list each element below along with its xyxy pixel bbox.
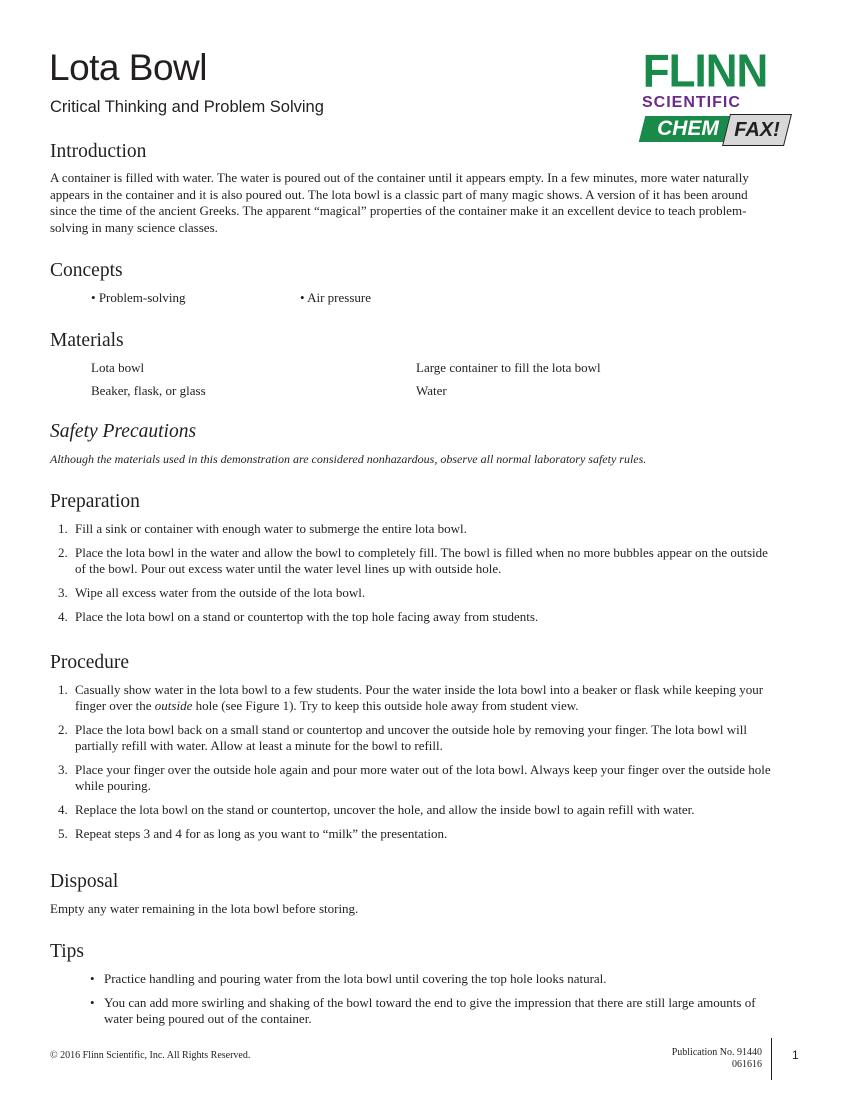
tips-list bbox=[90, 971, 780, 1035]
procedure-heading: Procedure bbox=[50, 652, 130, 673]
procedure-list bbox=[50, 682, 780, 850]
material-item: Large container to fill the lota bowl bbox=[416, 360, 601, 375]
procedure-step: 4. Replace the lota bowl on the stand or countertop, uncover the hole, and allow the inside bowl to again refill with water. bbox=[58, 802, 695, 817]
copyright: © 2016 Flinn Scientific, Inc. All Rights Reserved. bbox=[50, 1050, 251, 1061]
preparation-step: 3. Wipe all excess water from the outside of the lota bowl. bbox=[58, 585, 366, 600]
chem-text: CHEM bbox=[657, 117, 719, 140]
fax-badge bbox=[722, 114, 792, 146]
introduction-text: A container is filled with water. The water is poured out of the container until it appears empty. In a few minutes, more water naturally appears in the container and it is also poured out. The lota bowl is a classic part of many magic shows. A version of it has been around since the time of the ancient Greeks. The apparent “magical” properties of the container make it an excellent device to teach problem-solving in many science classes. bbox=[50, 170, 749, 235]
step-text: Fill a sink or container with enough water to submerge the entire lota bowl. bbox=[75, 521, 467, 536]
preparation-list bbox=[50, 521, 780, 633]
preparation-heading: Preparation bbox=[50, 491, 140, 512]
tip-text: You can add more swirling and shaking of the bowl toward the end to give the impression that there are still large amounts of water being poured out of the container. bbox=[104, 995, 756, 1026]
concept-item: • Air pressure bbox=[300, 290, 371, 305]
concept-label: Problem-solving bbox=[98, 290, 186, 305]
procedure-step: 3. Place your finger over the outside hole again and pour more water out of the lota bowl. Always keep your finger over the outside hole while pouring. bbox=[58, 762, 771, 793]
preparation-step: 1. Fill a sink or container with enough water to submerge the entire lota bowl. bbox=[58, 521, 467, 536]
materials-heading: Materials bbox=[50, 330, 124, 351]
page-subtitle: Critical Thinking and Problem Solving bbox=[50, 98, 324, 116]
disposal-heading: Disposal bbox=[50, 871, 119, 892]
material-item: Beaker, flask, or glass bbox=[91, 383, 206, 398]
step-text: Repeat steps 3 and 4 for as long as you want to “milk” the presentation. bbox=[75, 826, 448, 841]
page-number: 1 bbox=[792, 1048, 799, 1062]
step-emphasis: outside bbox=[154, 698, 193, 713]
introduction-heading: Introduction bbox=[50, 141, 147, 162]
tip-item: • Practice handling and pouring water from the lota bowl until covering the top hole looks natural. bbox=[90, 971, 607, 986]
safety-heading: Safety Precautions bbox=[50, 421, 197, 442]
step-text: Replace the lota bowl on the stand or countertop, uncover the hole, and allow the inside bowl to again refill with water. bbox=[75, 802, 695, 817]
procedure-step: 2. Place the lota bowl back on a small stand or countertop and uncover the outside hole by removing your finger. The lota bowl will partially refill with water. Allow at least a minute for the bowl to refill. bbox=[58, 722, 747, 753]
footer-divider bbox=[771, 1038, 772, 1080]
step-text: Place the lota bowl in the water and allow the bowl to completely fill. The bowl is filled when no more bubbles appear on the outside of the bowl. Pour out excess water until the water level lines up with outside hole. bbox=[75, 545, 768, 576]
logo-flinn-text: FLINN bbox=[642, 45, 768, 98]
step-text: Place your finger over the outside hole again and pour more water out of the lota bowl. Always keep your finger over the outside hole while pouring. bbox=[75, 762, 771, 793]
fax-text: FAX! bbox=[734, 119, 780, 141]
preparation-step: 2. Place the lota bowl in the water and allow the bowl to completely fill. The bowl is filled when no more bubbles appear on the outside of the bowl. Pour out excess water until the water level lines up with outside hole. bbox=[58, 545, 768, 576]
concept-label: Air pressure bbox=[307, 290, 371, 305]
step-text: Place the lota bowl back on a small stand or countertop and uncover the outside hole by removing your finger. The lota bowl will partially refill with water. Allow at least a minute for the bowl to refill. bbox=[75, 722, 747, 753]
logo-scientific-text: SCIENTIFIC bbox=[642, 94, 741, 111]
step-text: Wipe all excess water from the outside of the lota bowl. bbox=[75, 585, 366, 600]
step-text: hole (see Figure 1). Try to keep this outside hole away from student view. bbox=[192, 698, 579, 713]
safety-text: Although the materials used in this demonstration are considered nonhazardous, observe all normal laboratory safety rules. bbox=[50, 452, 647, 466]
tip-text: Practice handling and pouring water from the lota bowl until covering the top hole looks natural. bbox=[104, 971, 607, 986]
tip-item: • You can add more swirling and shaking of the bowl toward the end to give the impression that there are still large amounts of water being poured out of the container. bbox=[90, 995, 756, 1026]
concepts-heading: Concepts bbox=[50, 260, 123, 281]
chemfax-badge bbox=[642, 114, 800, 146]
step-text: Casually show water in the lota bowl to a few students. Pour the water inside the lota bowl into a beaker or flask while keeping your finger over the bbox=[75, 682, 764, 713]
concept-item: • Problem-solving bbox=[91, 290, 186, 305]
disposal-text: Empty any water remaining in the lota bowl before storing. bbox=[50, 901, 359, 916]
publication-info bbox=[640, 1047, 762, 1071]
tips-heading: Tips bbox=[50, 941, 84, 962]
chem-badge bbox=[639, 116, 737, 142]
procedure-step: 5. Repeat steps 3 and 4 for as long as you want to “milk” the presentation. bbox=[58, 826, 448, 841]
material-item: Water bbox=[416, 383, 447, 398]
procedure-step: 1. Casually show water in the lota bowl to a few students. Pour the water inside the lota bowl into a beaker or flask while keeping your finger over the outside hole (see Figure 1). Try to keep this outside hole away from student view. bbox=[58, 682, 764, 713]
preparation-step: 4. Place the lota bowl on a stand or countertop with the top hole facing away from students. bbox=[58, 609, 539, 624]
flinn-logo bbox=[640, 45, 800, 150]
publication-number: Publication No. 91440 bbox=[671, 1047, 762, 1058]
page-title: Lota Bowl bbox=[49, 47, 207, 88]
publication-code: 061616 bbox=[732, 1059, 762, 1070]
material-item: Lota bowl bbox=[91, 360, 145, 375]
step-text: Place the lota bowl on a stand or countertop with the top hole facing away from students. bbox=[75, 609, 539, 624]
